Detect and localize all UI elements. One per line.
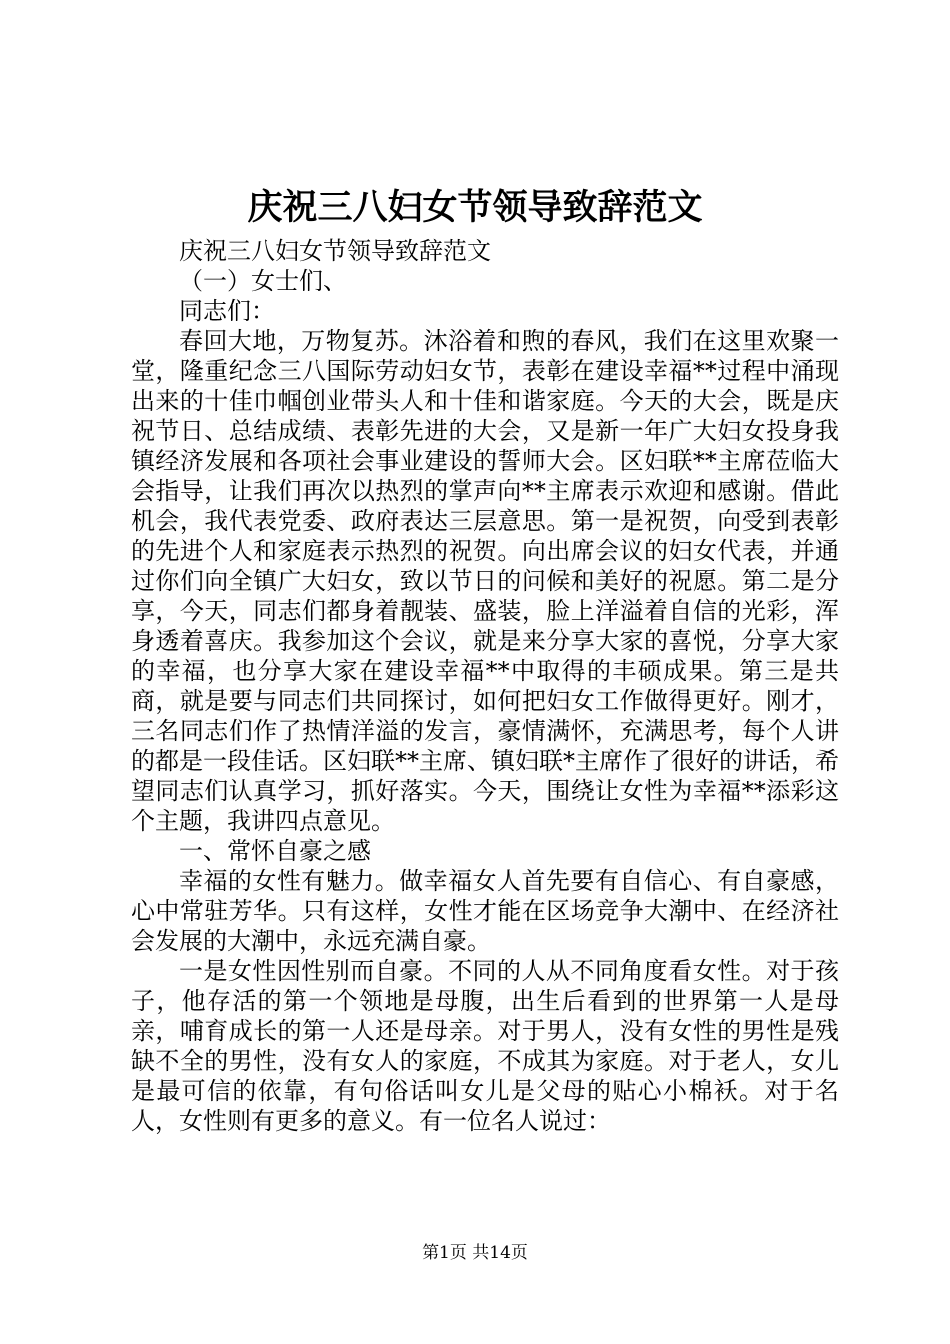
paragraph: 春回大地，万物复苏。沐浴着和煦的春风，我们在这里欢聚一堂，隆重纪念三八国际劳动妇女节，表彰在建设幸福**过程中涌现出来的十佳巾帼创业带头人和十佳和谐家庭。今天的大会，既是庆祝节日、总结成绩、表彰先进的大会，又是新一年广大妇女投身我镇经济发展和各项社会事业建设的誓师大会。区妇联**主席莅临大会指导，让我们再次以热烈的掌声向**主席表示欢迎和感谢。借此机会，我代表党委、政府表达三层意思。第一是祝贺，向受到表彰的先进个人和家庭表示热烈的祝贺。向出席会议的妇女代表，并通过你们向全镇广大妇女，致以节日的问候和美好的祝愿。第二是分享，今天，同志们都身着靓装、盛装，脸上洋溢着自信的光彩，浑身透着喜庆。我参加这个会议，就是来分享大家的喜悦，分享大家的幸福，也分享大家在建设幸福**中取得的丰硕成果。第三是共商，就是要与同志们共同探讨，如何把妇女工作做得更好。刚才，三名同志们作了热情洋溢的发言，豪情满怀，充满思考，每个人讲的都是一段佳话。区妇联**主席、镇妇联*主席作了很好的讲话，希望同志们认真学习，抓好落实。今天，围绕让女性为幸福**添彩这个主题，我讲四点意见。 bbox=[131, 327, 839, 835]
paragraph: 同志们： bbox=[179, 297, 275, 325]
page-footer: 第1页 共14页 bbox=[422, 1243, 528, 1263]
paragraph: 庆祝三八妇女节领导致辞范文 bbox=[179, 237, 491, 265]
document-body bbox=[131, 236, 839, 1136]
document-title: 庆祝三八妇女节领导致辞范文 bbox=[247, 187, 703, 228]
paragraph: 一是女性因性别而自豪。不同的人从不同角度看女性。对于孩子，他存活的第一个领地是母腹，出生后看到的世界第一人是母亲，哺育成长的第一人还是母亲。对于男人，没有女性的男性是残缺不全的男性，没有女人的家庭，不成其为家庭。对于老人，女儿是最可信的依靠，有句俗话叫女儿是父母的贴心小棉袄。对于名人，女性则有更多的意义。有一位名人说过： bbox=[131, 957, 839, 1135]
section-heading: 一、常怀自豪之感 bbox=[179, 837, 371, 865]
paragraph: 幸福的女性有魅力。做幸福女人首先要有自信心、有自豪感，心中常驻芳华。只有这样，女性才能在区场竞争大潮中、在经济社会发展的大潮中，永远充满自豪。 bbox=[131, 867, 839, 955]
paragraph: （一）女士们、 bbox=[179, 267, 347, 295]
